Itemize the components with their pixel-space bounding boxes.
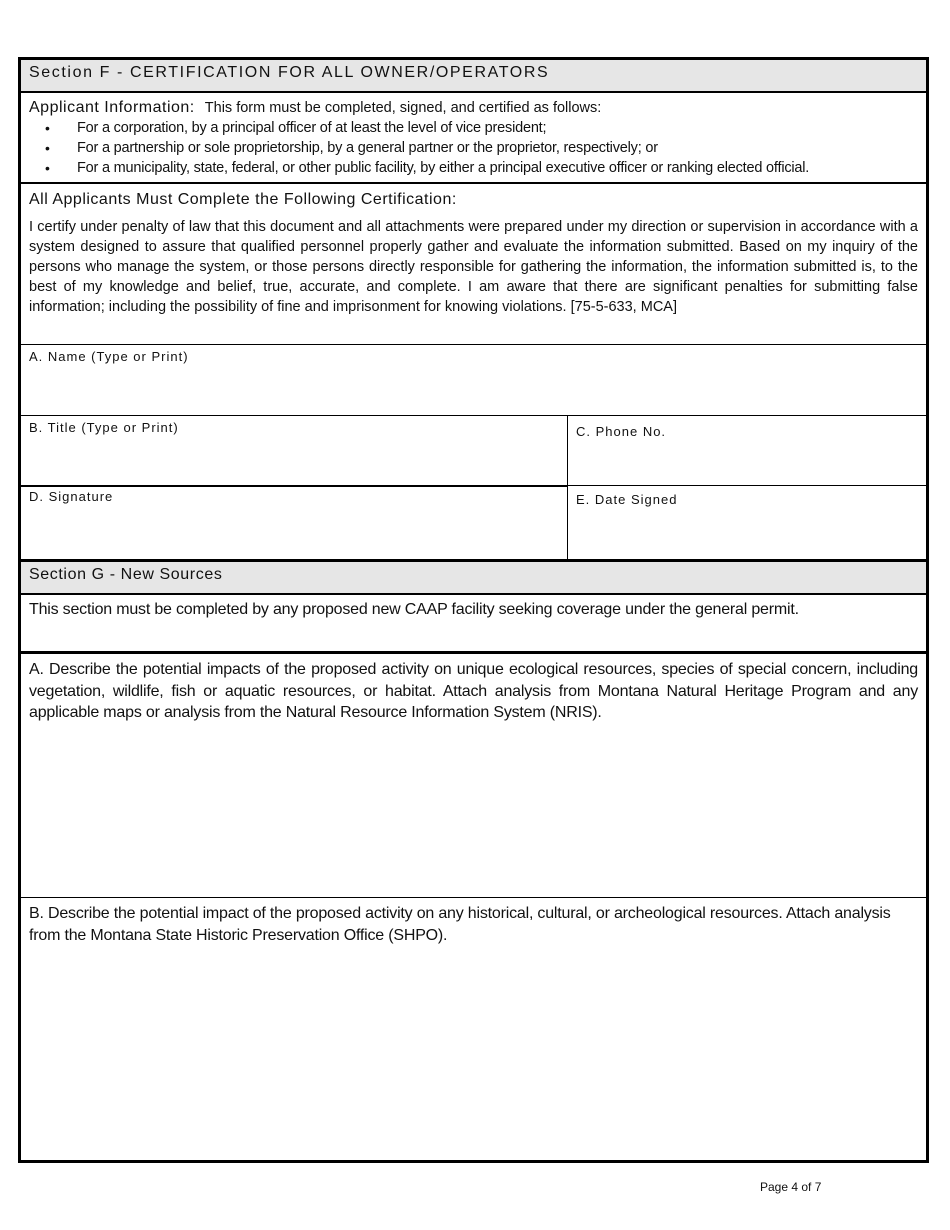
- applicant-info-intro: This form must be completed, signed, and certified as follows:: [204, 100, 602, 116]
- question-a-field[interactable]: [21, 654, 926, 898]
- list-item: • For a partnership or sole proprietorship, by a general partner or the proprietor, respectively; or: [29, 138, 918, 158]
- date-signed-label: E. Date Signed: [576, 492, 678, 507]
- phone-field[interactable]: [567, 416, 926, 486]
- signature-field[interactable]: [21, 486, 567, 559]
- applicant-information: [21, 93, 926, 184]
- section-g-intro-text: This section must be completed by any proposed new CAAP facility seeking coverage under the general permit.: [29, 601, 799, 618]
- certification-statement: I certify under penalty of law that this document and all attachments were prepared under my direction or supervision in accordance with a system designed to assure that qualified personnel properly gather and evaluate the information submitted. Based on my inquiry of the persons who manage the system, or those persons directly responsible for gathering the information, the information submitted is, to the best of my knowledge and belief, true, accurate, and complete. I am aware that there are significant penalties for submitting false information; including the possibility of fine and imprisonment for knowing violations. [75-5-633, MCA]: [29, 219, 918, 315]
- signature-date-row: [21, 486, 926, 562]
- name-field[interactable]: [21, 345, 926, 416]
- title-phone-row: [21, 416, 926, 486]
- question-b-text: B. Describe the potential impact of the proposed activity on any historical, cultural, or archeological resources. Attach analysis from the Montana State Historic Preservation Office (SHPO).: [29, 905, 891, 944]
- certification-heading: All Applicants Must Complete the Following Certification:: [29, 191, 457, 208]
- certification-block: [21, 184, 926, 345]
- list-item: • For a corporation, by a principal officer of at least the level of vice president;: [29, 118, 918, 138]
- question-a-text: A. Describe the potential impacts of the proposed activity on unique ecological resources, species of special concern, including vegetation, wildlife, fish or aquatic resources, or habitat. Attach analysis from Montana Natural Heritage Program and any applicable maps or analysis from the Natural Resource Information System (NRIS).: [29, 661, 918, 721]
- certification-form: [18, 57, 929, 1163]
- phone-label: C. Phone No.: [576, 424, 667, 439]
- title-label: B. Title (Type or Print): [29, 420, 179, 435]
- date-signed-field[interactable]: [567, 486, 926, 559]
- section-g-title: Section G - New Sources: [29, 566, 223, 583]
- applicant-bullets: [29, 118, 918, 178]
- signature-label: D. Signature: [29, 489, 114, 504]
- question-b-field[interactable]: [21, 898, 926, 1160]
- section-g-header: [21, 562, 926, 595]
- name-label: A. Name (Type or Print): [29, 349, 189, 364]
- title-field[interactable]: [21, 416, 567, 486]
- list-item: • For a municipality, state, federal, or other public facility, by either a principal executive officer or ranking elected official.: [29, 158, 918, 178]
- section-f-title: Section F - CERTIFICATION FOR ALL OWNER/OPERATORS: [29, 64, 550, 81]
- applicant-info-heading: Applicant Information:: [29, 99, 195, 116]
- section-f-header: [21, 60, 926, 93]
- page-number: Page 4 of 7: [760, 1180, 822, 1194]
- section-g-intro: [21, 595, 926, 654]
